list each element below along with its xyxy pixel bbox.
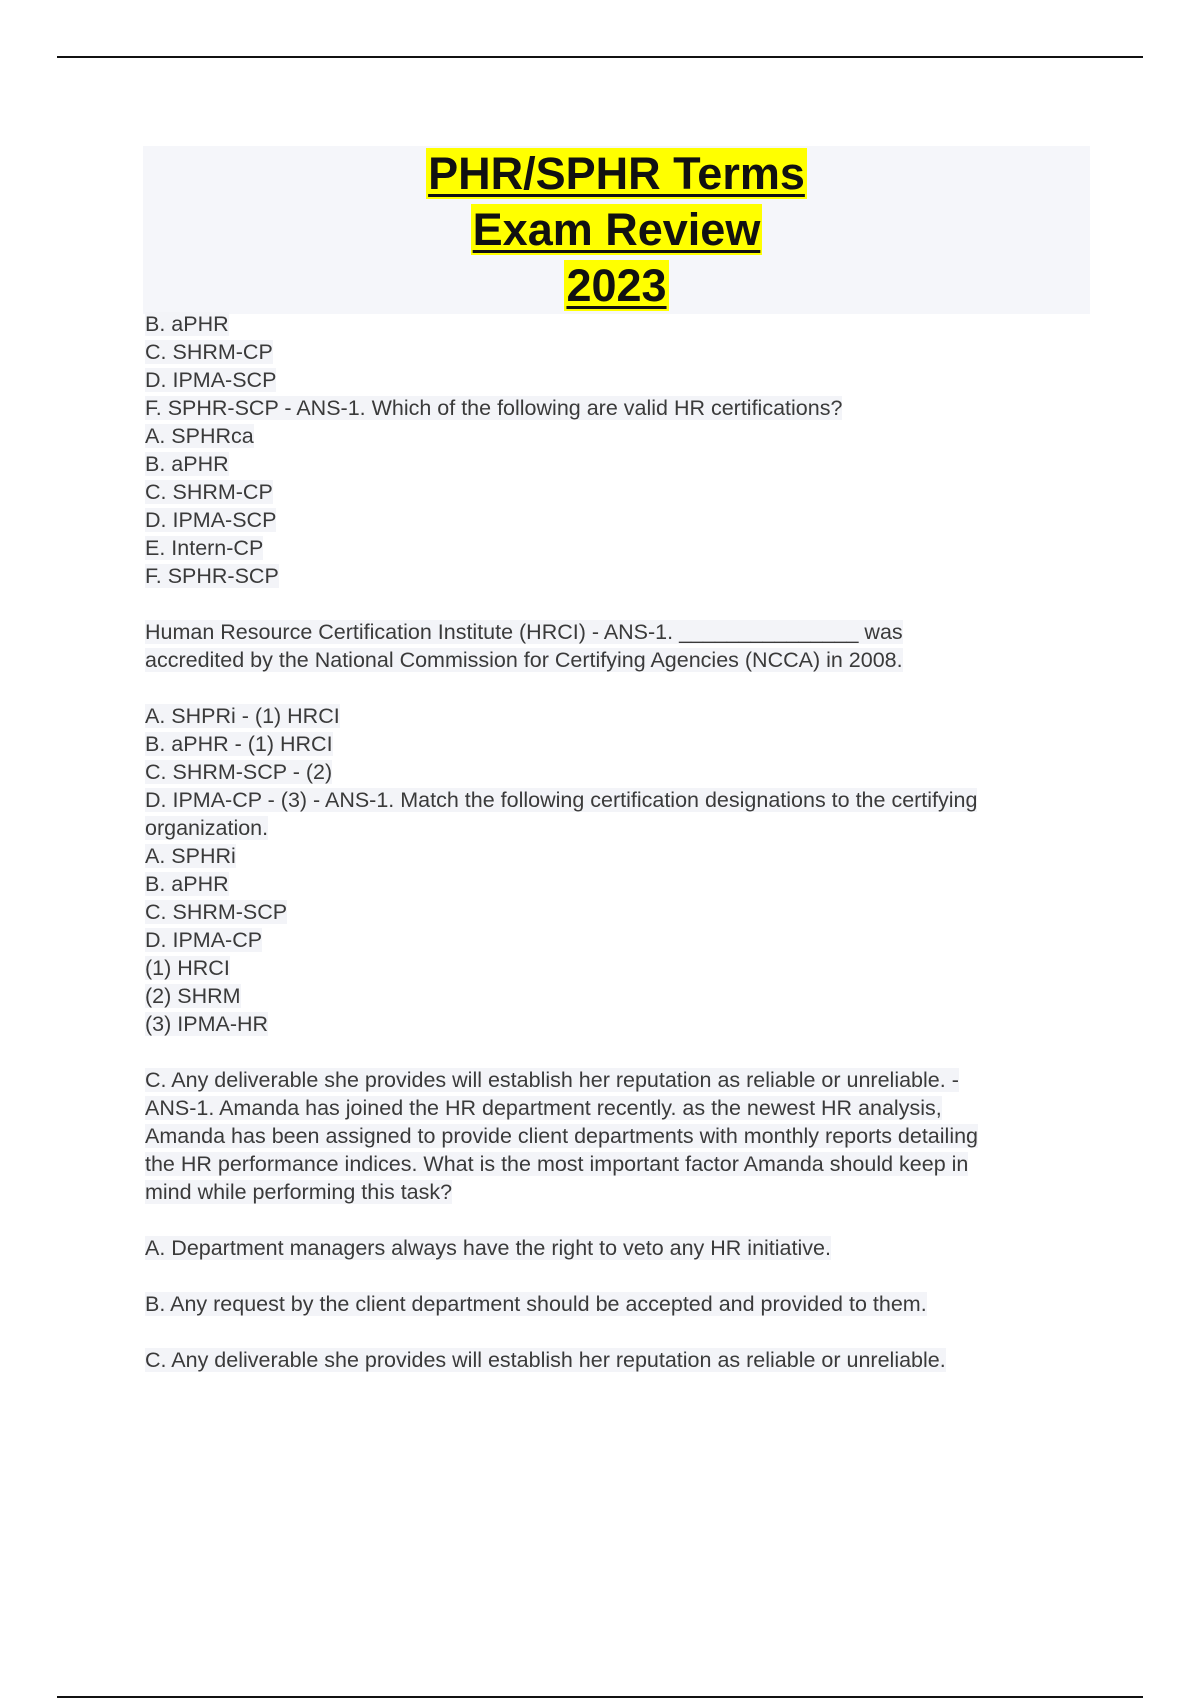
- text-line: (3) IPMA-HR: [145, 1012, 269, 1036]
- bottom-rule: [57, 1696, 1143, 1698]
- title-line-1: PHR/SPHR Terms: [428, 148, 805, 199]
- text-line: Human Resource Certification Institute (HRCI) - ANS-1. _______________ was: [145, 620, 903, 644]
- text-line: (1) HRCI: [145, 956, 230, 980]
- answer-option-c: C. Any deliverable she provides will establish her reputation as reliable or unreliable.: [145, 1348, 946, 1372]
- text-line: mind while performing this task?: [145, 1180, 453, 1204]
- text-line: C. SHRM-SCP: [145, 900, 288, 924]
- text-line: A. SHPRi - (1) HRCI: [145, 704, 340, 728]
- text-line: B. aPHR: [145, 452, 229, 476]
- text-line: (2) SHRM: [145, 984, 241, 1008]
- text-line: F. SPHR-SCP - ANS-1. Which of the following are valid HR certifications?: [145, 396, 843, 420]
- text-line: C. SHRM-SCP - (2): [145, 760, 333, 784]
- text-line: D. IPMA-CP: [145, 928, 263, 952]
- text-line: C. SHRM-CP: [145, 480, 273, 504]
- text-line: A. SPHRca: [145, 424, 254, 448]
- text-line: Amanda has been assigned to provide client departments with monthly reports detailing: [145, 1124, 979, 1148]
- text-line: C. SHRM-CP: [145, 340, 273, 364]
- text-line: B. aPHR: [145, 312, 229, 336]
- title-line-2: Exam Review: [472, 204, 761, 255]
- text-line: D. IPMA-SCP: [145, 508, 277, 532]
- title-line-3: 2023: [566, 260, 667, 311]
- title-block: [143, 146, 1090, 314]
- text-line: A. SPHRi: [145, 844, 236, 868]
- text-line: D. IPMA-SCP: [145, 368, 277, 392]
- text-line: E. Intern-CP: [145, 536, 264, 560]
- answer-option-b: B. Any request by the client department should be accepted and provided to them.: [145, 1292, 927, 1316]
- document-body: [145, 310, 1095, 1374]
- text-line: organization.: [145, 816, 269, 840]
- top-rule: [57, 56, 1143, 58]
- text-line: B. aPHR - (1) HRCI: [145, 732, 333, 756]
- text-line: accredited by the National Commission for Certifying Agencies (NCCA) in 2008.: [145, 648, 903, 672]
- text-line: ANS-1. Amanda has joined the HR department recently. as the newest HR analysis,: [145, 1096, 942, 1120]
- text-line: F. SPHR-SCP: [145, 564, 279, 588]
- text-line: B. aPHR: [145, 872, 229, 896]
- answer-option-a: A. Department managers always have the right to veto any HR initiative.: [145, 1236, 831, 1260]
- text-line: D. IPMA-CP - (3) - ANS-1. Match the following certification designations to the certifying: [145, 788, 978, 812]
- text-line: the HR performance indices. What is the most important factor Amanda should keep in: [145, 1152, 969, 1176]
- text-line: C. Any deliverable she provides will establish her reputation as reliable or unreliable. -: [145, 1068, 959, 1092]
